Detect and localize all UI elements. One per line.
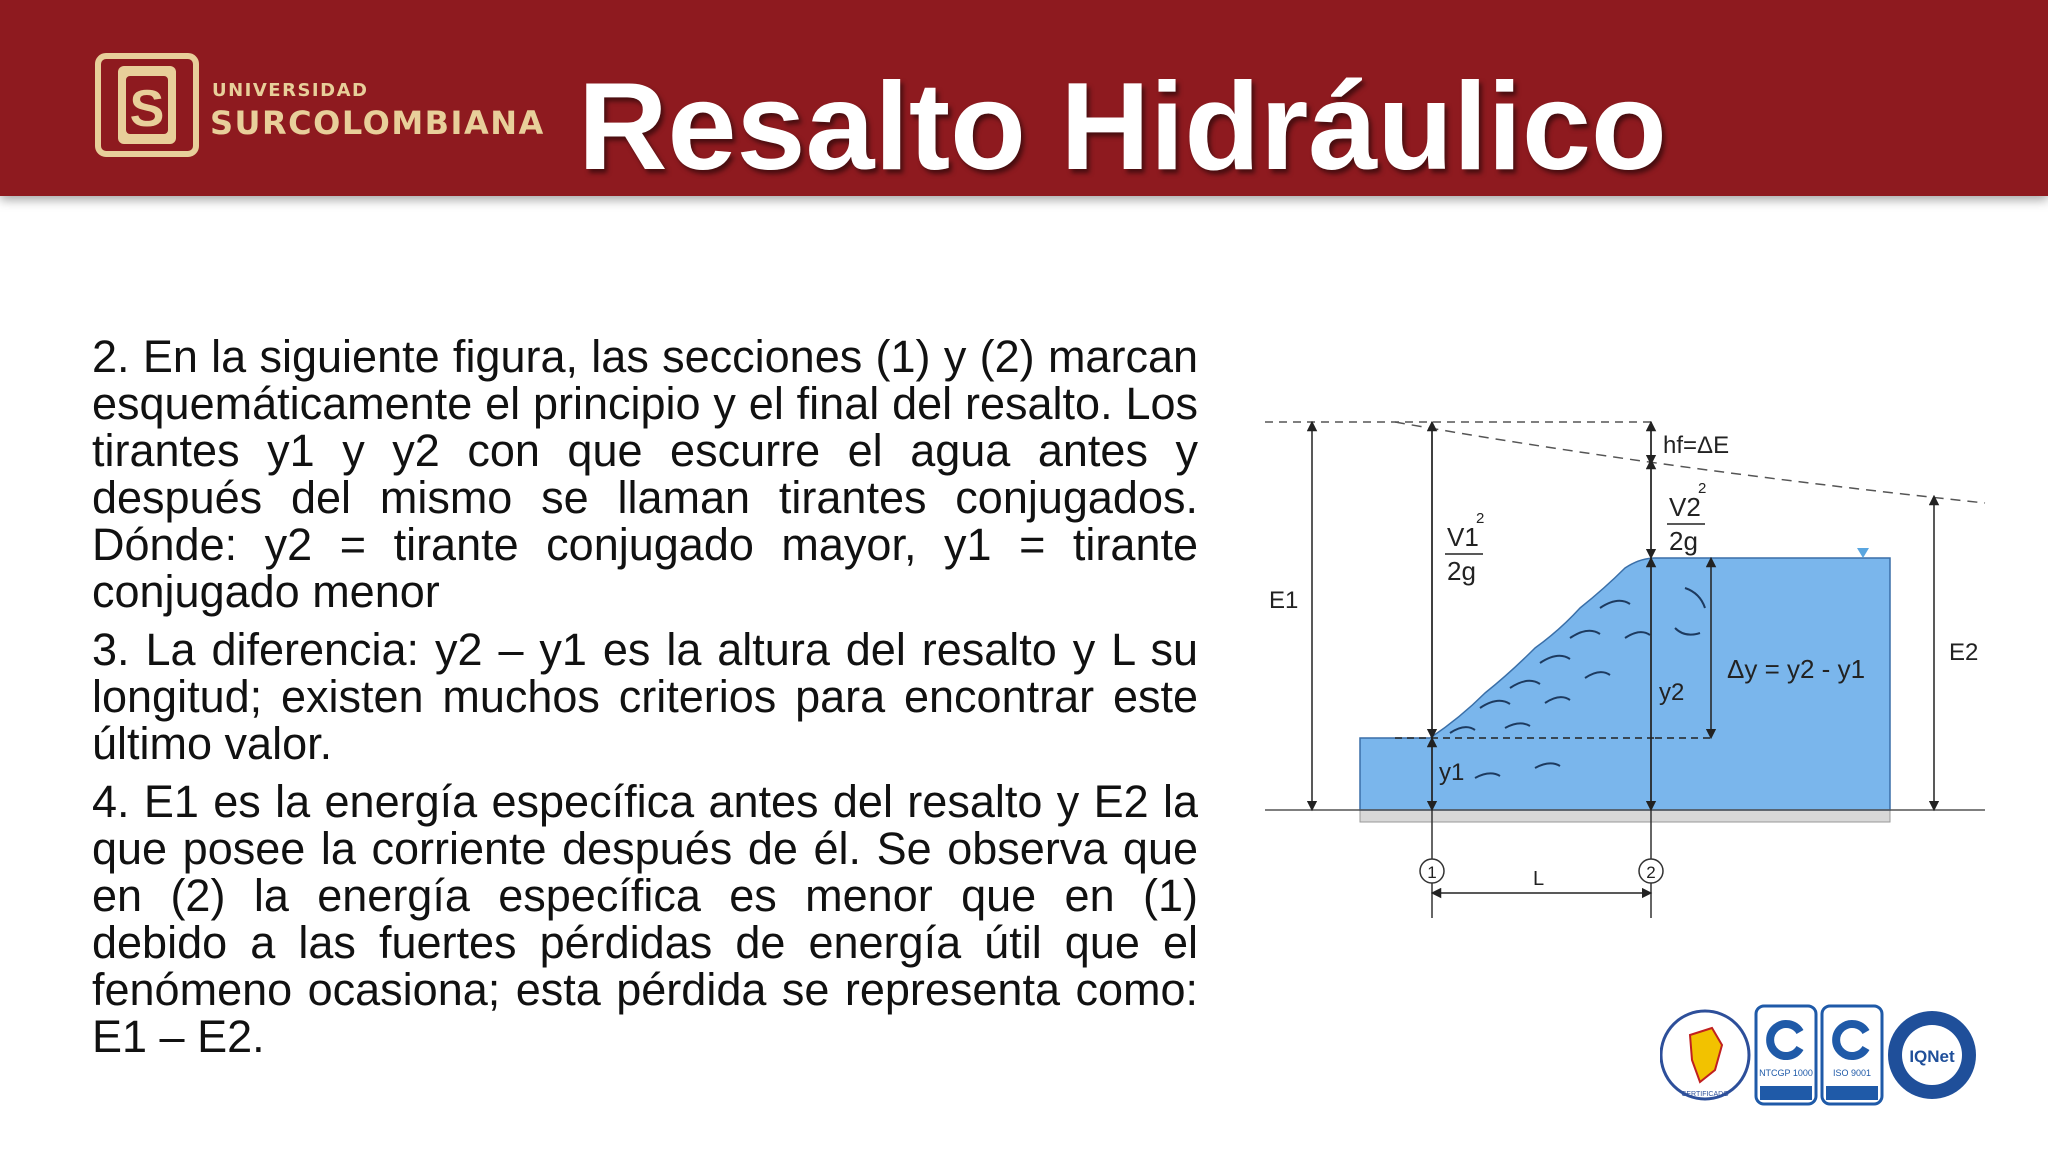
iqnet-text: IQNet — [1909, 1047, 1955, 1066]
colombia-seal-text: CERTIFICADO — [1681, 1091, 1729, 1098]
dy-label: Δy = y2 - y1 — [1727, 654, 1866, 684]
e1-label: E1 — [1269, 587, 1299, 614]
icontec-iso-text: ISO 9001 — [1832, 1068, 1872, 1078]
body-text — [92, 333, 1198, 1071]
two-g-2-label: 2g — [1669, 526, 1698, 556]
l-label: L — [1533, 868, 1545, 890]
channel-bed — [1360, 810, 1890, 822]
icontec-ntcgp-icon — [1756, 1006, 1816, 1104]
icontec-iso-icon — [1822, 1006, 1882, 1104]
university-logo-icon — [92, 50, 202, 160]
paragraph-4: 4. E1 es la energía específica antes del resalto y E2 la que posee la corriente después de él. Se observa que en (2) la energía específica es menor que en (1) debido a las fuertes pérdidas de energía útil que el fenómeno ocasiona; esta pérdida se representa como: E1 – E2. — [92, 776, 1198, 1062]
two-g-1-label: 2g — [1447, 556, 1476, 586]
hf-label: hf=ΔE — [1663, 432, 1730, 459]
section-2-label: 2 — [1646, 863, 1656, 882]
y1-label: y1 — [1439, 759, 1465, 786]
colombia-seal-icon — [1661, 1011, 1749, 1099]
y2-label: y2 — [1659, 679, 1685, 706]
section-1-label: 1 — [1427, 863, 1437, 882]
v1-exp: 2 — [1476, 510, 1485, 527]
header-bar — [0, 0, 2048, 196]
paragraph-3: 3. La diferencia: y2 – y1 es la altura del resalto y L su longitud; existen muchos criterios para encontrar este último valor. — [92, 624, 1198, 769]
certification-logos — [1660, 1000, 1980, 1110]
water-surface-marker — [1857, 548, 1869, 558]
logo-letter: S — [129, 80, 165, 138]
e2-label: E2 — [1949, 639, 1979, 666]
icontec-ntcgp-text: NTCGP 1000 — [1759, 1068, 1813, 1078]
university-name: SURCOLOMBIANA — [210, 104, 545, 142]
paragraph-2: 2. En la siguiente figura, las secciones (1) y (2) marcan esquemáticamente el principio y el final del resalto. Los tirantes y1 y y2 con que escurre el agua antes y después del mismo se llaman tirantes conjugados. Dónde: y2 = tirante conjugado mayor, y1 = tirante conjugado menor — [92, 331, 1198, 617]
v2-label: V2 — [1669, 492, 1701, 522]
page-title: Resalto Hidráulico — [578, 58, 1667, 196]
v2-exp: 2 — [1698, 480, 1707, 497]
university-label: UNIVERSIDAD — [212, 80, 369, 101]
v1-label: V1 — [1447, 522, 1479, 552]
iqnet-icon — [1888, 1011, 1976, 1099]
hydraulic-jump-diagram — [1255, 398, 1995, 928]
